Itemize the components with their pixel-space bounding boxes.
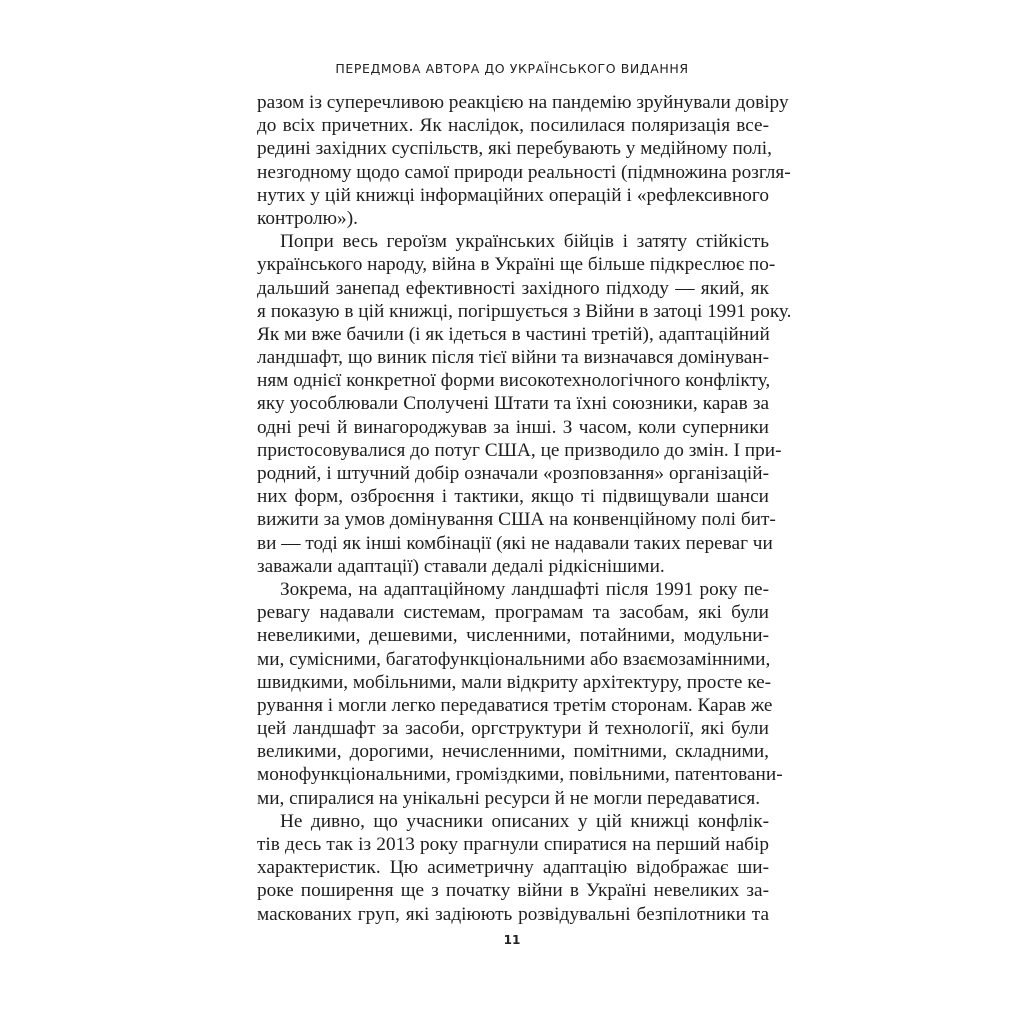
text-line: дальший занепад ефективності західного підходу — який, як [257, 277, 769, 299]
text-line: нутих у цій книжці інформаційних операцій і «рефлексивного [257, 184, 769, 206]
page-number: 11 [503, 933, 521, 947]
text-line: невеликими, дешевими, численними, потайними, модульни- [257, 625, 769, 647]
text-line: ням однієї конкретної форми високотехнологічного конфлікту, [257, 370, 771, 392]
text-line: родний, і штучний добір означали «розповзання» організацій- [257, 463, 769, 484]
text-line: ми, сумісними, багатофункціональними або взаємозамінними, [257, 648, 771, 670]
text-line: контролю»). [257, 207, 358, 229]
text-line: ландшафт, що виник після тієї війни та визначався домінуван- [257, 347, 769, 369]
text-line: тів десь так із 2013 року прагнули спиратися на перший набір [257, 834, 769, 855]
text-line: редині західних суспільств, які перебувають у медійному полі, [257, 138, 772, 160]
text-line: монофункціональними, громіздкими, повільними, патентовани- [257, 764, 783, 786]
text-line: характеристик. Цю асиметричну адаптацію відображає ши- [257, 857, 769, 879]
text-line: ми, спиралися на унікальні ресурси й не могли передаватися. [257, 787, 761, 809]
text-line: я показую в цій книжці, погіршується з Війни в затоці 1991 року. [257, 300, 792, 322]
text-line: маскованих груп, які задіюють розвідувальні безпілотники та [257, 903, 769, 925]
text-line: до всіх причетних. Як наслідок, посилилася поляризація все- [257, 115, 769, 137]
text-line: Не дивно, що учасники описаних у цій книжці конфлік- [280, 810, 769, 832]
text-line: ви — тоді як інші комбінації (які не надавали таких переваг чи [257, 532, 773, 554]
text-line: вижити за умов домінування США на конвенційному полі бит- [257, 509, 776, 531]
text-line: заважали адаптації) ставали дедалі рідкіснішими. [257, 555, 665, 577]
text-line: них форм, озброєння і тактики, якщо ті підвищували шанси [257, 486, 769, 508]
text-line: цей ландшафт за засоби, оргструктури й технології, які були [257, 718, 769, 740]
paragraph [257, 91, 791, 230]
paragraph [257, 230, 792, 578]
paragraph [257, 810, 769, 926]
paragraph [257, 578, 783, 810]
text-line: Попри весь героїзм українських бійців і затяту стійкість [280, 231, 769, 253]
text-line: роке поширення ще з початку війни в Україні невеликих за- [257, 880, 769, 902]
text-line: разом із суперечливою реакцією на пандемію зруйнували довіру [257, 92, 789, 113]
text-line: незгодному щодо самої природи реальності (підмножина розгля- [257, 161, 791, 183]
text-line: ревагу надавали системам, програмам та засобам, які були [257, 602, 769, 624]
text-line: Як ми вже бачили (і як ідеться в частині третій), адаптаційний [257, 323, 770, 345]
text-line: рування і могли легко передаватися третім сторонам. Карав же [257, 694, 773, 716]
text-line: яку уособлювали Сполучені Штати та їхні союзники, карав за [257, 393, 769, 415]
text-line: одні речі й винагороджував за інші. З часом, коли суперники [257, 416, 769, 438]
text-line: великими, дорогими, нечисленними, помітними, складними, [257, 741, 769, 763]
text-line: пристосовувалися до потуг США, це призводило до змін. І при- [257, 439, 782, 461]
text-line: швидкими, мобільними, мали відкриту архітектуру, просте ке- [257, 671, 772, 693]
text-line: Зокрема, на адаптаційному ландшафті після 1991 року пе- [280, 578, 769, 600]
running-header: ПЕРЕДМОВА АВТОРА ДО УКРАЇНСЬКОГО ВИДАННЯ [335, 61, 689, 76]
body-text [257, 91, 792, 926]
text-line: українського народу, війна в Україні ще більше підкреслює по- [257, 254, 776, 276]
